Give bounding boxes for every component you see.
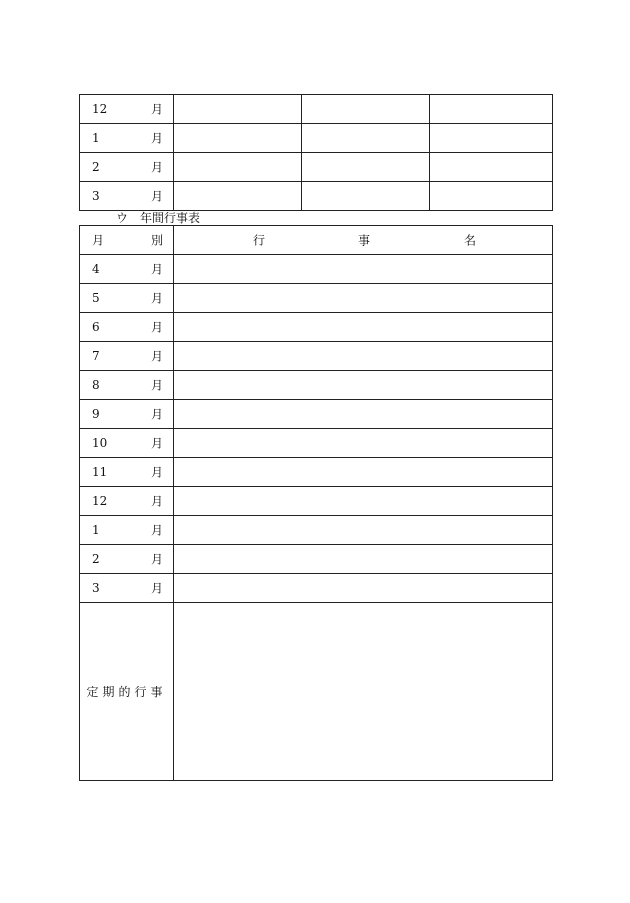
month-unit: 月 [151,494,164,509]
month-label-cell [80,95,174,124]
event-name-cell[interactable] [174,487,553,516]
table-row [80,124,553,153]
event-name-cell[interactable] [174,371,553,400]
month-label-cell [80,313,174,342]
month-unit: 月 [151,523,164,538]
month-number: 12 [92,494,108,508]
event-name-cell[interactable] [174,574,553,603]
entry-cell[interactable] [302,182,430,211]
month-number: 7 [92,349,100,363]
table-row [80,574,553,603]
entry-cell[interactable] [302,95,430,124]
regular-events-row [80,603,553,781]
month-number: 3 [92,581,100,595]
event-name-cell[interactable] [174,255,553,284]
month-label-cell [80,182,174,211]
regular-events-cell[interactable] [174,603,553,781]
month-number: 5 [92,291,100,305]
month-label-cell [80,371,174,400]
month-unit: 月 [151,349,164,364]
month-unit: 月 [151,436,164,451]
entry-cell[interactable] [430,124,553,153]
month-unit: 月 [151,465,164,480]
month-number: 6 [92,320,100,334]
month-number: 2 [92,552,100,566]
entry-cell[interactable] [174,95,302,124]
entry-cell[interactable] [430,153,553,182]
month-unit: 月 [151,102,164,117]
table-row [80,342,553,371]
event-name-cell[interactable] [174,545,553,574]
events-header-row [80,226,553,255]
month-label-cell [80,545,174,574]
event-name-header-cell [174,226,553,255]
month-label-cell [80,574,174,603]
regular-events-label: 定期的行事 [80,603,174,781]
month-number: 8 [92,378,100,392]
month-unit: 月 [151,291,164,306]
event-name-cell[interactable] [174,458,553,487]
section-title: ウ 年間行事表 [116,211,201,225]
event-name-cell[interactable] [174,400,553,429]
table-row [80,95,553,124]
month-label-cell [80,400,174,429]
month-label-cell [80,516,174,545]
entry-cell[interactable] [302,124,430,153]
month-header-a: 月 [92,233,105,248]
annual-events-table [79,225,553,781]
table-row [80,400,553,429]
month-unit: 月 [151,160,164,175]
event-name-cell[interactable] [174,429,553,458]
event-header-a: 行 [253,233,266,248]
entry-cell[interactable] [430,182,553,211]
month-unit: 月 [151,131,164,146]
table-row [80,545,553,574]
month-number: 10 [92,436,108,450]
table-row [80,313,553,342]
month-label-cell [80,124,174,153]
month-unit: 月 [151,407,164,422]
table-row [80,429,553,458]
event-name-cell[interactable] [174,284,553,313]
entry-cell[interactable] [174,124,302,153]
table-row [80,255,553,284]
month-label-cell [80,487,174,516]
month-label-cell [80,284,174,313]
month-label-cell [80,255,174,284]
month-number: 4 [92,262,100,276]
month-label-cell [80,458,174,487]
entry-cell[interactable] [430,95,553,124]
table-row [80,516,553,545]
month-number: 2 [92,160,100,174]
month-number: 1 [92,523,100,537]
month-number: 9 [92,407,100,421]
month-unit: 月 [151,378,164,393]
table-row [80,371,553,400]
month-number: 11 [92,465,108,479]
event-name-cell[interactable] [174,313,553,342]
table-row [80,284,553,313]
table-row [80,458,553,487]
event-header-c: 名 [464,233,477,248]
month-unit: 月 [151,320,164,335]
month-header-cell [80,226,174,255]
month-unit: 月 [151,552,164,567]
entry-cell[interactable] [302,153,430,182]
table-row [80,153,553,182]
monthly-schedule-table [79,94,553,211]
entry-cell[interactable] [174,182,302,211]
table-row [80,182,553,211]
table-row [80,487,553,516]
month-number: 12 [92,102,108,116]
month-unit: 月 [151,189,164,204]
entry-cell[interactable] [174,153,302,182]
month-label-cell [80,153,174,182]
month-number: 1 [92,131,100,145]
event-header-b: 事 [358,233,371,248]
month-unit: 月 [151,581,164,596]
month-label-cell [80,429,174,458]
month-number: 3 [92,189,100,203]
event-name-cell[interactable] [174,516,553,545]
month-unit: 月 [151,262,164,277]
month-header-b: 別 [151,233,164,248]
event-name-cell[interactable] [174,342,553,371]
month-label-cell [80,342,174,371]
